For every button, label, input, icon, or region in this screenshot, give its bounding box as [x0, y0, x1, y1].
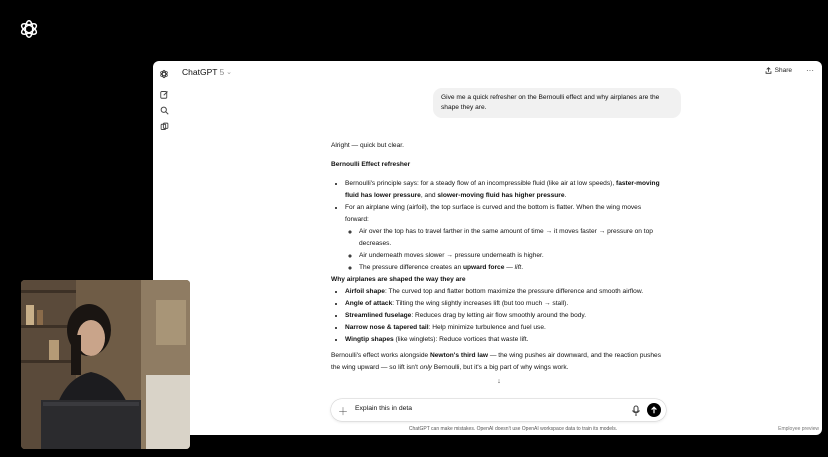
top-bar [175, 61, 822, 83]
list-item: • Airfoil shape: The curved top and flatter bottom maximize the pressure difference and smooth airflow. [345, 286, 666, 298]
section-heading: Why airplanes are shaped the way they are [331, 276, 466, 283]
chat-window [153, 61, 822, 435]
answer-closing: Bernoulli's effect works alongside Newton's third law — the wing pushes air downward, and the reaction pushes the wing upward — so lift isn't only Bernoulli, but it's a big part of why wings work. [331, 352, 662, 371]
more-options-button[interactable]: ··· [806, 66, 814, 75]
user-message: Give me a quick refresher on the Bernoulli effect and why airplanes are the shape they are. [433, 88, 681, 118]
section-heading: Bernoulli Effect refresher [331, 161, 411, 168]
share-button[interactable] [765, 67, 792, 74]
employee-preview-label: Employee preview [778, 426, 819, 432]
bernoulli-list [331, 178, 666, 274]
assistant-message [331, 140, 666, 374]
webcam-video [21, 280, 190, 449]
model-selector[interactable] [182, 67, 232, 77]
share-icon [765, 67, 772, 74]
library-icon[interactable] [157, 119, 171, 133]
model-version: 5 [219, 67, 225, 77]
arrow-down-icon: ↓ [497, 377, 501, 385]
send-arrow-icon [650, 406, 658, 414]
list-item: • Narrow nose & tapered tail: Help minimize turbulence and fuel use. [345, 322, 666, 334]
shape-list [331, 286, 666, 346]
list-item: ◦ The pressure difference creates an upward force — lift. [359, 262, 666, 274]
list-item: ◦ Air over the top has to travel farther in the same amount of time → it moves faster → pressure on top decreases. [359, 226, 666, 250]
plus-icon[interactable]: ＋ [338, 407, 348, 418]
send-button[interactable] [647, 403, 661, 417]
model-name: ChatGPT [182, 67, 218, 77]
list-item: • Angle of attack: Tilting the wing slightly increases lift (but too much → stall). [345, 298, 666, 310]
list-item: • Streamlined fuselage: Reduces drag by letting air flow smoothly around the body. [345, 310, 666, 322]
new-chat-icon[interactable] [157, 87, 171, 101]
list-item: • Bernoulli's principle says: for a steady flow of an incompressible fluid (like air at low speeds), faster-moving fluid has lower pressure, and slower-moving fluid has higher pressure. [345, 178, 666, 202]
sidebar-logo-icon[interactable] [157, 67, 171, 81]
list-item: ◦ Air underneath moves slower → pressure underneath is higher. [359, 250, 666, 262]
chevron-down-icon: ⌄ [226, 69, 233, 76]
list-item: • Wingtip shapes (like winglets): Reduce vortices that waste lift. [345, 334, 666, 346]
answer-intro: Alright — quick but clear. [331, 142, 404, 149]
message-input[interactable] [353, 404, 597, 413]
disclaimer: ChatGPT can make mistakes. OpenAI doesn't use OpenAI workspace data to train its models. [408, 426, 618, 432]
list-item: • For an airplane wing (airfoil), the top surface is curved and the bottom is flatter. When the wing moves forward: ◦ Air over the top has to travel farther in the same amount of time → it moves faster → pressure on top decreases. ◦ Air underneath moves slower → pressure underneath is higher. ◦ The pressure difference creates an upward force — lift. [345, 202, 666, 274]
openai-logo-icon [18, 18, 40, 40]
search-icon[interactable] [157, 103, 171, 117]
composer [331, 399, 666, 421]
scroll-down-button[interactable] [493, 375, 505, 387]
microphone-icon[interactable] [631, 404, 641, 416]
share-label: Share [774, 67, 792, 74]
